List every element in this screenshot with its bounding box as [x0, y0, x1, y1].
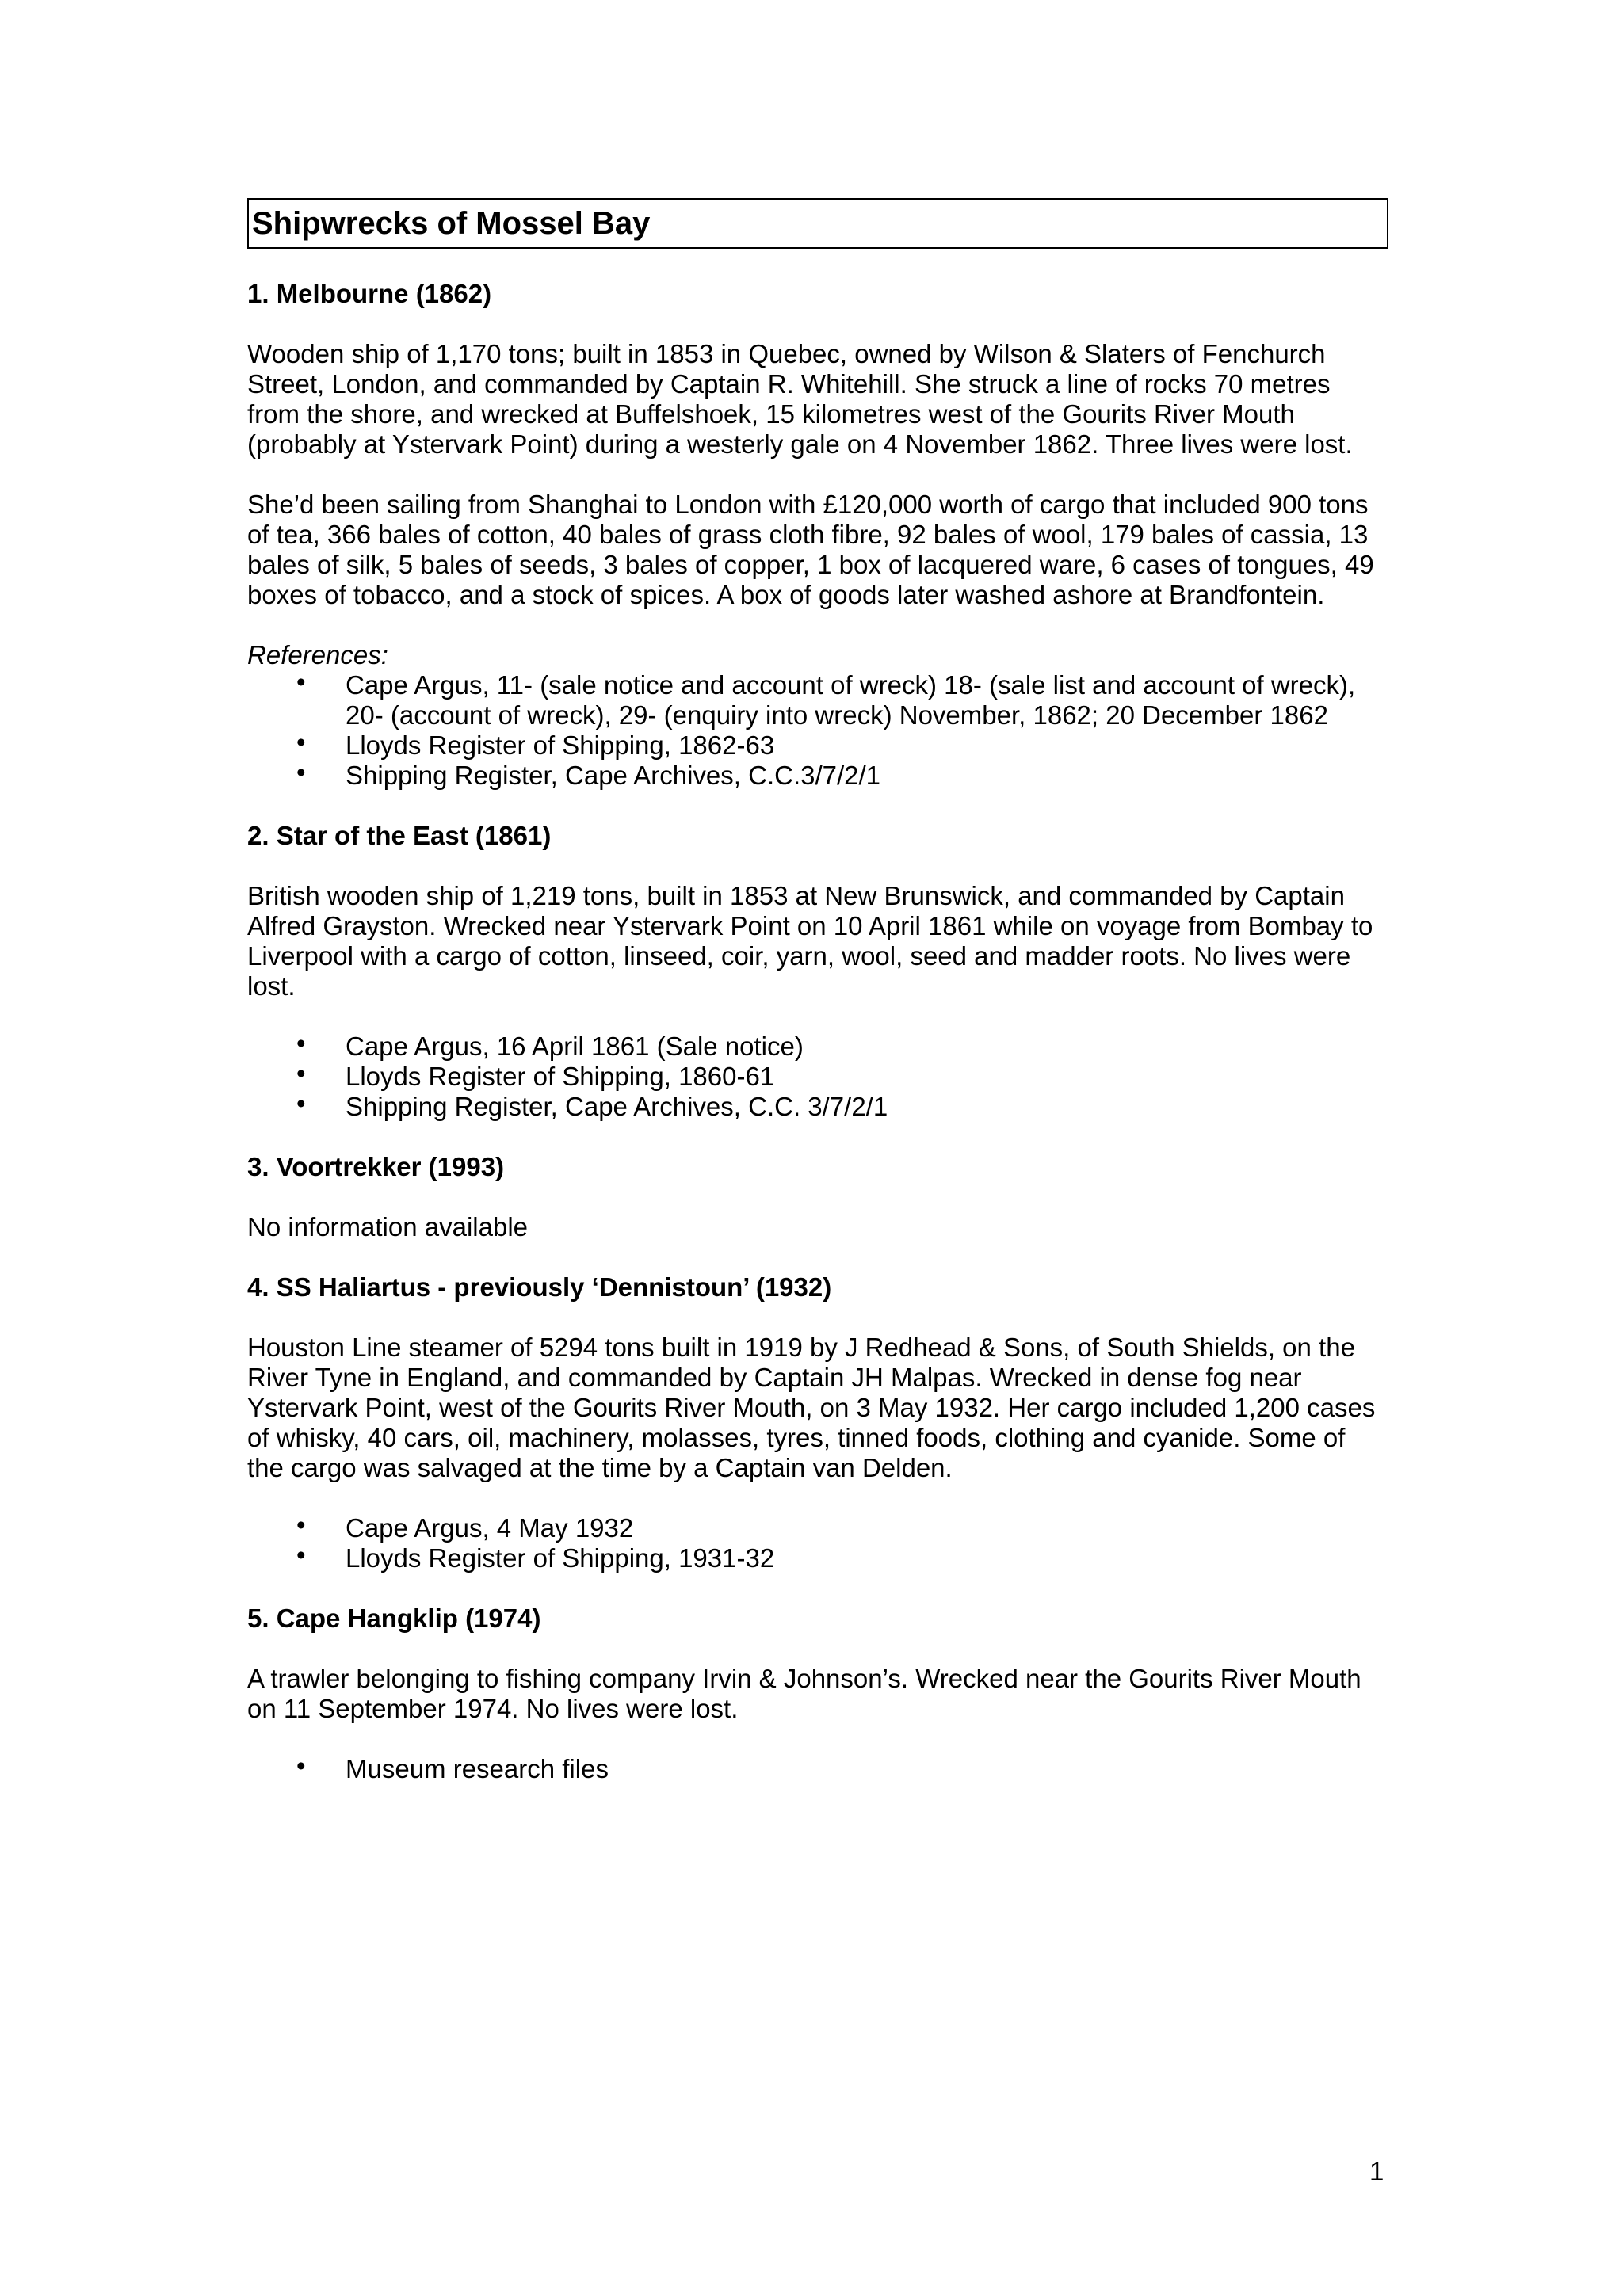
- list-item: • Lloyds Register of Shipping, 1862-63: [247, 730, 1388, 761]
- list-item: • Cape Argus, 11- (sale notice and account of wreck) 18- (sale list and account of wreck), 20- (account of wreck), 29- (enquiry into wreck) November, 1862; 20 December 1862: [247, 670, 1388, 730]
- section-heading-haliartus: 4. SS Haliartus - previously ‘Dennistoun’ (1932): [247, 1272, 832, 1302]
- section-heading-star-of-the-east: 2. Star of the East (1861): [247, 821, 552, 850]
- references-label: References:: [247, 640, 388, 669]
- document-page: [247, 198, 1388, 1814]
- list-item: • Cape Argus, 16 April 1861 (Sale notice): [247, 1032, 1388, 1062]
- list-item: • Lloyds Register of Shipping, 1931-32: [247, 1543, 1388, 1573]
- list-item: • Museum research files: [247, 1754, 1388, 1784]
- references-list-melbourne: [247, 670, 1388, 791]
- paragraph-haliartus: Houston Line steamer of 5294 tons built in 1919 by J Redhead & Sons, of South Shields, on the River Tyne in England, and commanded by Captain JH Malpas. Wrecked in dense fog near Ystervark Point, west of the Gourits River Mouth, on 3 May 1932. Her cargo included 1,200 cases of whisky, 40 cars, oil, machinery, molasses, tyres, tinned foods, clothing and cyanide. Some of the cargo was salvaged at the time by a Captain van Delden.: [247, 1333, 1376, 1482]
- page-number: 1: [1369, 2157, 1384, 2186]
- references-list-star-of-the-east: [247, 1032, 1388, 1122]
- list-item: • Shipping Register, Cape Archives, C.C. 3/7/2/1: [247, 1092, 1388, 1122]
- references-list-cape-hangklip: [247, 1754, 1388, 1784]
- section-heading-voortrekker: 3. Voortrekker (1993): [247, 1152, 505, 1181]
- paragraph-star-of-the-east: British wooden ship of 1,219 tons, built in 1853 at New Brunswick, and commanded by Captain Alfred Grayston. Wrecked near Ystervark Point on 10 April 1861 while on voyage from Bombay to Liverpool with a cargo of cotton, linseed, coir, yarn, wool, seed and madder roots. No lives were lost.: [247, 881, 1373, 1001]
- section-heading-cape-hangklip: 5. Cape Hangklip (1974): [247, 1604, 541, 1633]
- list-item: • Cape Argus, 4 May 1932: [247, 1513, 1388, 1543]
- list-item: • Lloyds Register of Shipping, 1860-61: [247, 1062, 1388, 1092]
- paragraph-melbourne-description: Wooden ship of 1,170 tons; built in 1853 in Quebec, owned by Wilson & Slaters of Fenchurch Street, London, and commanded by Captain R. Whitehill. She struck a line of rocks 70 metres from the shore, and wrecked at Buffelshoek, 15 kilometres west of the Gourits River Mouth (probably at Ystervark Point) during a westerly gale on 4 November 1862. Three lives were lost.: [247, 339, 1353, 459]
- paragraph-cape-hangklip: A trawler belonging to fishing company Irvin & Johnson’s. Wrecked near the Gourits River Mouth on 11 September 1974. No lives were lost.: [247, 1664, 1361, 1723]
- list-item: • Shipping Register, Cape Archives, C.C.3/7/2/1: [247, 761, 1388, 791]
- section-heading-melbourne: 1. Melbourne (1862): [247, 279, 492, 308]
- paragraph-voortrekker: No information available: [247, 1212, 529, 1241]
- paragraph-melbourne-cargo: She’d been sailing from Shanghai to London with £120,000 worth of cargo that included 900 tons of tea, 366 bales of cotton, 40 bales of grass cloth fibre, 92 bales of wool, 179 bales of cassia, 13 bales of silk, 5 bales of seeds, 3 bales of copper, 1 box of lacquered ware, 6 cases of tongues, 49 boxes of tobacco, and a stock of spices. A box of goods later washed ashore at Brandfontein.: [247, 490, 1374, 609]
- references-list-haliartus: [247, 1513, 1388, 1573]
- page-title: Shipwrecks of Mossel Bay: [247, 198, 1388, 249]
